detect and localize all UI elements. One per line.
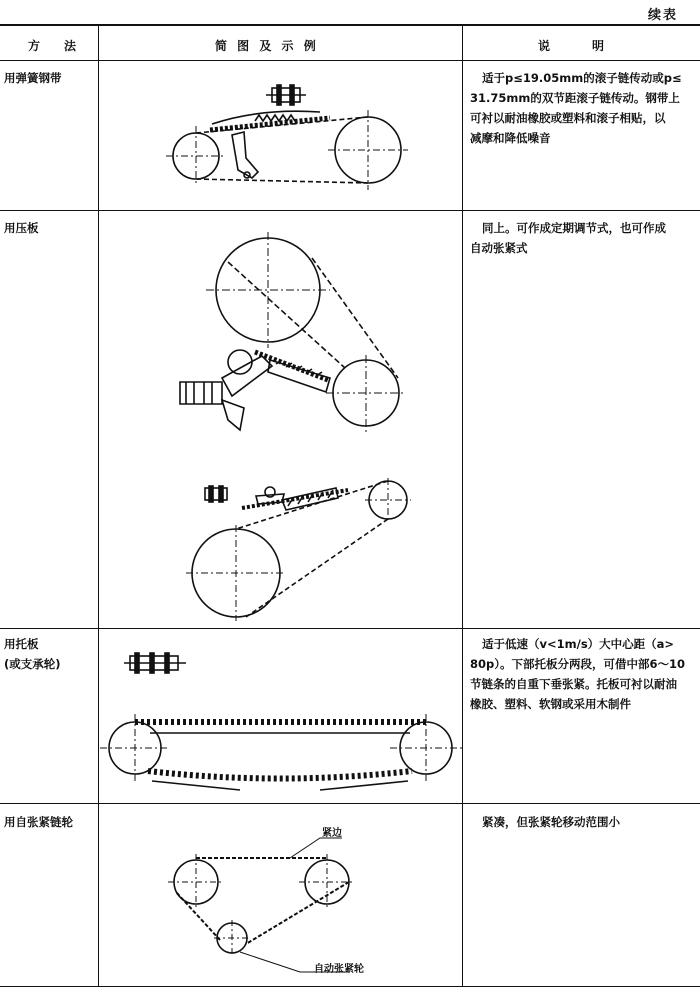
method-label: 用自张紧链轮 [4, 815, 73, 829]
pivot [228, 350, 252, 374]
label-idler: 自动张紧轮 [314, 964, 364, 975]
label-tight-side: 紧边 [322, 828, 342, 839]
chain-detail-icon [205, 486, 227, 502]
note-line: 适于低速（v<1m/s）大中心距（a> [482, 637, 675, 651]
continued-label: 续表 [647, 8, 678, 23]
header-figure: 简 图 及 示 例 [215, 39, 319, 53]
chain-detail-icon [124, 653, 186, 673]
note-line: 紧凑，但张紧轮移动范围小 [482, 815, 620, 829]
spring-band-diagram [166, 85, 408, 190]
method-sublabel: (或支承轮) [4, 657, 61, 671]
chain-detail-icon [266, 85, 306, 105]
method-label: 用弹簧钢带 [4, 71, 62, 85]
self-tension-diagram [168, 838, 355, 972]
note-line: 同上。可作成定期调节式，也可作成 [482, 221, 666, 235]
pressure-plate-diagram-2 [186, 478, 411, 621]
hatched-plate [268, 360, 330, 392]
pressure-plate-diagram-1 [180, 232, 406, 433]
mounting-arm [232, 132, 258, 178]
support-plate-diagram [100, 653, 462, 790]
header-note: 说 明 [538, 39, 611, 53]
note-line: 适于p≤19.05mm的滚子链传动或p≤ [482, 71, 682, 85]
note-line: 橡胶、塑料、软钢或采用木制件 [470, 697, 631, 711]
note-line: 可衬以耐油橡胶或塑料和滚子相贴，以 [470, 111, 666, 125]
bracket-arm [256, 494, 284, 504]
lower-support-plate [152, 781, 408, 790]
bracket-arm [222, 356, 272, 396]
header-method: 方 法 [28, 39, 83, 53]
note-line: 自动张紧式 [470, 241, 528, 255]
note-line: 减摩和降低噪音 [470, 131, 551, 145]
coil-spring [255, 115, 295, 121]
note-line: 80p）。下部托板分两段，可借中部6～10 [470, 657, 685, 671]
chain-loop [236, 481, 388, 617]
note-line: 节链条的自重下垂张紧。托板可衬以耐油 [470, 677, 677, 691]
method-label: 用托板 [4, 637, 39, 651]
lower-chain [148, 771, 412, 779]
method-label: 用压板 [4, 221, 39, 235]
note-line: 31.75mm的双节距滚子链传动。钢带上 [470, 91, 680, 105]
chain-loop [176, 858, 349, 944]
